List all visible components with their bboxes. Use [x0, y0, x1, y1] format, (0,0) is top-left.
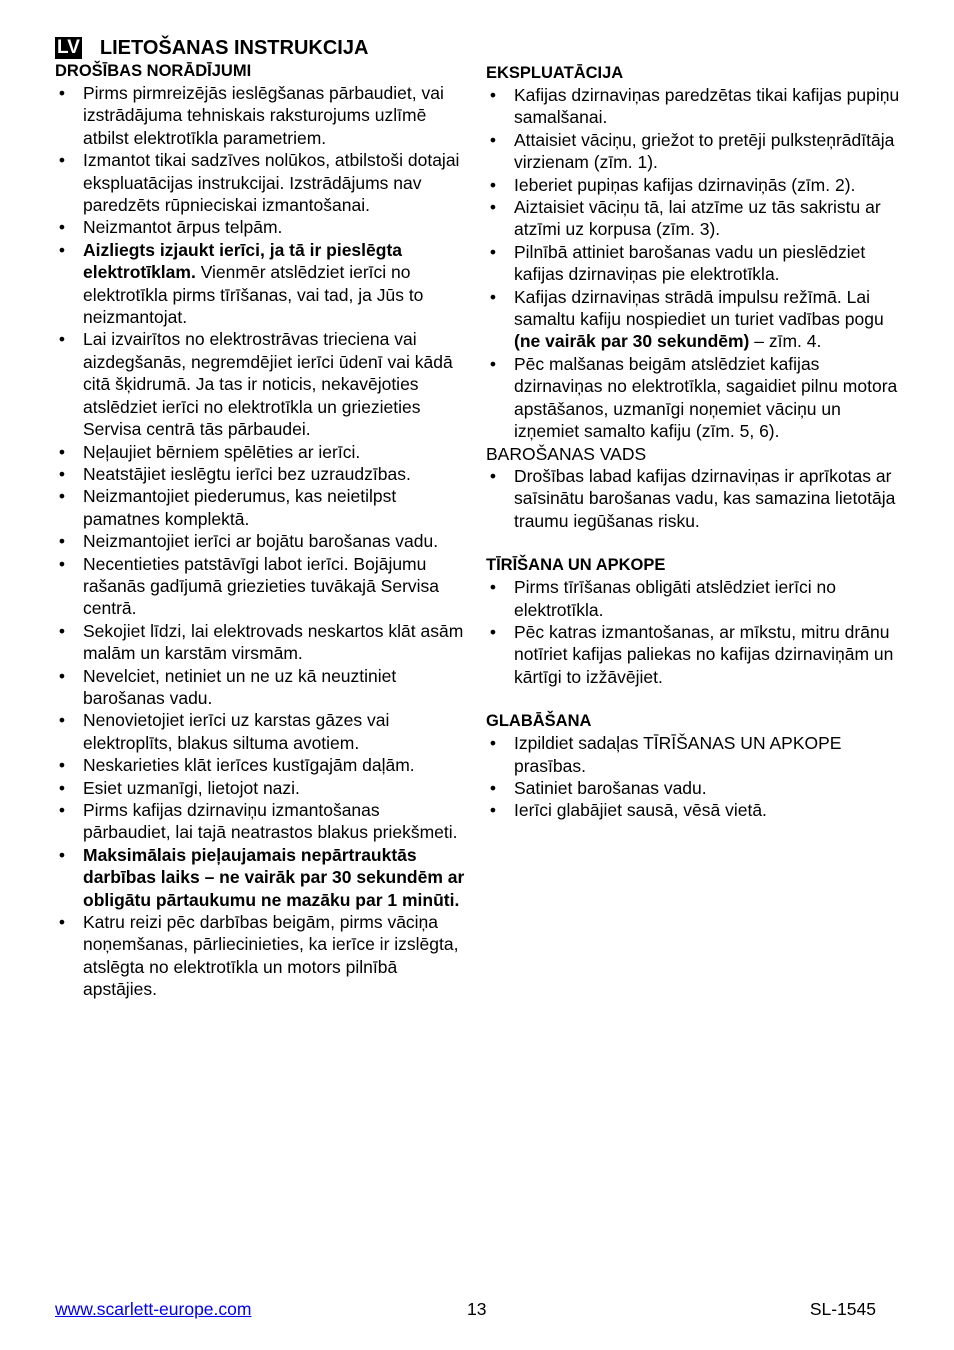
list-item — [55, 463, 465, 485]
item-text: Satiniet barošanas vadu. — [514, 777, 707, 798]
item-text: – zīm. 4. — [749, 331, 822, 352]
item-text: Sekojiet līdzi, lai elektrovads neskartos klāt asām malām un karstām virsmām. — [83, 620, 464, 664]
right-column — [486, 60, 906, 822]
list-item — [486, 576, 906, 621]
list-item — [486, 777, 906, 799]
operation-heading: EKSPLUATĀCIJA — [486, 64, 624, 82]
item-text: Izpildiet sadaļas TĪRĪŠANAS UN APKOPE prasības. — [514, 733, 842, 776]
item-text: Kafijas dzirnaviņas strādā impulsu režīmā. Lai samaltu kafiju nospiediet un turiet vadības pogu — [514, 286, 884, 330]
item-text: Vienmēr atslēdziet ierīci no elektrotīkla pirms tīrīšanas, vai tad, ja Jūs to neizmantojat. — [83, 262, 424, 328]
item-text: Neizmantojiet piederumus, kas neietilpst pamatnes komplektā. — [83, 486, 397, 529]
list-item — [486, 129, 906, 174]
list-item — [55, 553, 465, 620]
left-column — [55, 60, 465, 1001]
list-item — [486, 241, 906, 286]
list-item — [55, 530, 465, 552]
item-text: Ierīci glabājiet sausā, vēsā vietā. — [514, 800, 767, 821]
list-item — [486, 196, 906, 241]
list-item — [55, 754, 465, 776]
list-item — [486, 286, 906, 353]
model-number: SL-1545 — [809, 1299, 876, 1319]
safety-list — [55, 82, 465, 1001]
list-item — [486, 621, 906, 688]
list-item — [486, 799, 906, 821]
cord-heading: BAROŠANAS VADS — [486, 443, 647, 464]
item-text: Kafijas dzirnaviņas paredzētas tikai kafijas pupiņu samalšanai. — [514, 85, 900, 128]
cleaning-heading: TĪRĪŠANA UN APKOPE — [486, 556, 666, 575]
list-item — [486, 174, 906, 196]
item-text: Pilnībā attiniet barošanas vadu un pieslēdziet kafijas dzirnaviņas pie elektrotīkla. — [514, 241, 866, 285]
storage-list — [486, 732, 906, 822]
document-title: LIETOŠANAS INSTRUKCIJA — [99, 37, 369, 59]
page-number: 13 — [467, 1299, 487, 1319]
list-item — [486, 353, 906, 443]
item-text: Neļaujiet bērniem spēlēties ar ierīci. — [83, 441, 361, 462]
list-item — [55, 620, 465, 665]
item-text: Pēc malšanas beigām atslēdziet kafijas dzirnaviņas no elektrotīkla, sagaidiet pilnu motora apstāšanos, uzmanīgi noņemiet vāciņu un izņemiet samalto kafiju (zīm. 5, 6). — [514, 353, 898, 442]
bold-text: Aizliegts izjaukt ierīci, ja tā ir pieslēgta elektrotīklam. — [83, 239, 402, 283]
list-item — [486, 732, 906, 777]
item-text: Pirms kafijas dzirnaviņu izmantošanas pārbaudiet, lai tajā neatrastos blakus priekšmeti. — [83, 800, 458, 843]
bold-text: Maksimālais pieļaujamais nepārtrauktās darbības laiks – ne vairāk par 30 sekundēm ar obligātu pārtaukumu ne mazāku par 1 minūti. — [83, 844, 465, 910]
list-item — [55, 911, 465, 1001]
list-item — [55, 149, 465, 216]
item-text: Pirms tīrīšanas obligāti atslēdziet ierīci no elektrotīkla. — [514, 577, 836, 620]
item-text: Pēc katras izmantošanas, ar mīkstu, mitru drānu notīriet kafijas paliekas no kafijas dzirnaviņām un kārtīgi to izžāvējiet. — [514, 621, 894, 687]
cleaning-list — [486, 576, 906, 688]
item-text: Necentieties patstāvīgi labot ierīci. Bojājumu rašanās gadījumā griezieties tuvākajā Servisa centrā. — [83, 553, 440, 619]
cord-list — [486, 465, 906, 532]
item-text: Pirms pirmreizējās ieslēgšanas pārbaudiet, vai izstrādājuma tehniskais raksturojums uzlīmē atbilst elektrotīkla parametriem. — [83, 83, 444, 148]
operation-list — [486, 84, 906, 443]
list-item — [55, 328, 465, 440]
item-text: Neizmantot ārpus telpām. — [83, 217, 283, 238]
item-text: Attaisiet vāciņu, griežot to pretēji pulksteņrādītāja virzienam (zīm. 1). — [514, 129, 895, 173]
item-text: Drošības labad kafijas dzirnaviņas ir aprīkotas ar saīsinātu barošanas vadu, kas samazina lietotāja traumu iegūšanas risku. — [514, 465, 896, 531]
item-text: Izmantot tikai sadzīves nolūkos, atbilstoši dotajai ekspluatācijas instrukcijai. Izstrādājums nav paredzēts rūpnieciskai izmantošanai. — [83, 150, 460, 216]
item-text: Nenovietojiet ierīci uz karstas gāzes vai elektroplīts, blakus siltuma avotiem. — [83, 710, 390, 753]
list-item — [55, 799, 465, 844]
list-item — [55, 485, 465, 530]
list-item — [55, 777, 465, 799]
item-text: Neskarieties klāt ierīces kustīgajām daļām. — [83, 755, 415, 776]
website-link[interactable]: www.scarlett-europe.com — [55, 1299, 252, 1319]
list-item — [55, 82, 465, 149]
item-text: Neizmantojiet ierīci ar bojātu barošanas vadu. — [83, 531, 439, 552]
item-text: Esiet uzmanīgi, lietojot nazi. — [83, 777, 300, 798]
list-item — [55, 216, 465, 238]
list-item — [486, 84, 906, 129]
item-text: Katru reizi pēc darbības beigām, pirms vāciņa noņemšanas, pārliecinieties, ka ierīce ir izslēgta, atslēgta no elektrotīkla un motors pilnībā apstājies. — [83, 912, 459, 1000]
item-text: Ieberiet pupiņas kafijas dzirnaviņās (zīm. 2). — [514, 174, 856, 195]
item-text: Nevelciet, netiniet un ne uz kā neuztiniet barošanas vadu. — [83, 665, 397, 708]
list-item — [486, 465, 906, 532]
safety-heading: DROŠĪBAS NORĀDĪJUMI — [55, 62, 252, 80]
list-item — [55, 665, 465, 710]
language-badge: LV — [57, 37, 80, 58]
item-text: Aiztaisiet vāciņu tā, lai atzīme uz tās sakristu ar atzīmi uz korpusa (zīm. 3). — [514, 197, 881, 240]
item-text: Neatstājiet ieslēgtu ierīci bez uzraudzības. — [83, 463, 411, 484]
page-header — [55, 36, 368, 60]
list-item — [55, 441, 465, 463]
bold-text: (ne vairāk par 30 sekundēm) — [514, 331, 750, 352]
list-item — [55, 709, 465, 754]
list-item — [55, 239, 465, 329]
storage-heading: GLABĀŠANA — [486, 712, 592, 731]
item-text: Lai izvairītos no elektrostrāvas trieciena vai aizdegšanās, negremdējiet ierīci ūdenī vai kādā citā šķidrumā. Ja tas ir noticis, nekavējoties atslēdziet ierīci no elektrotīkla un griezieties Servisa centrā tās pārbaudei. — [83, 329, 453, 440]
list-item — [55, 844, 465, 911]
page-footer — [55, 1298, 876, 1320]
